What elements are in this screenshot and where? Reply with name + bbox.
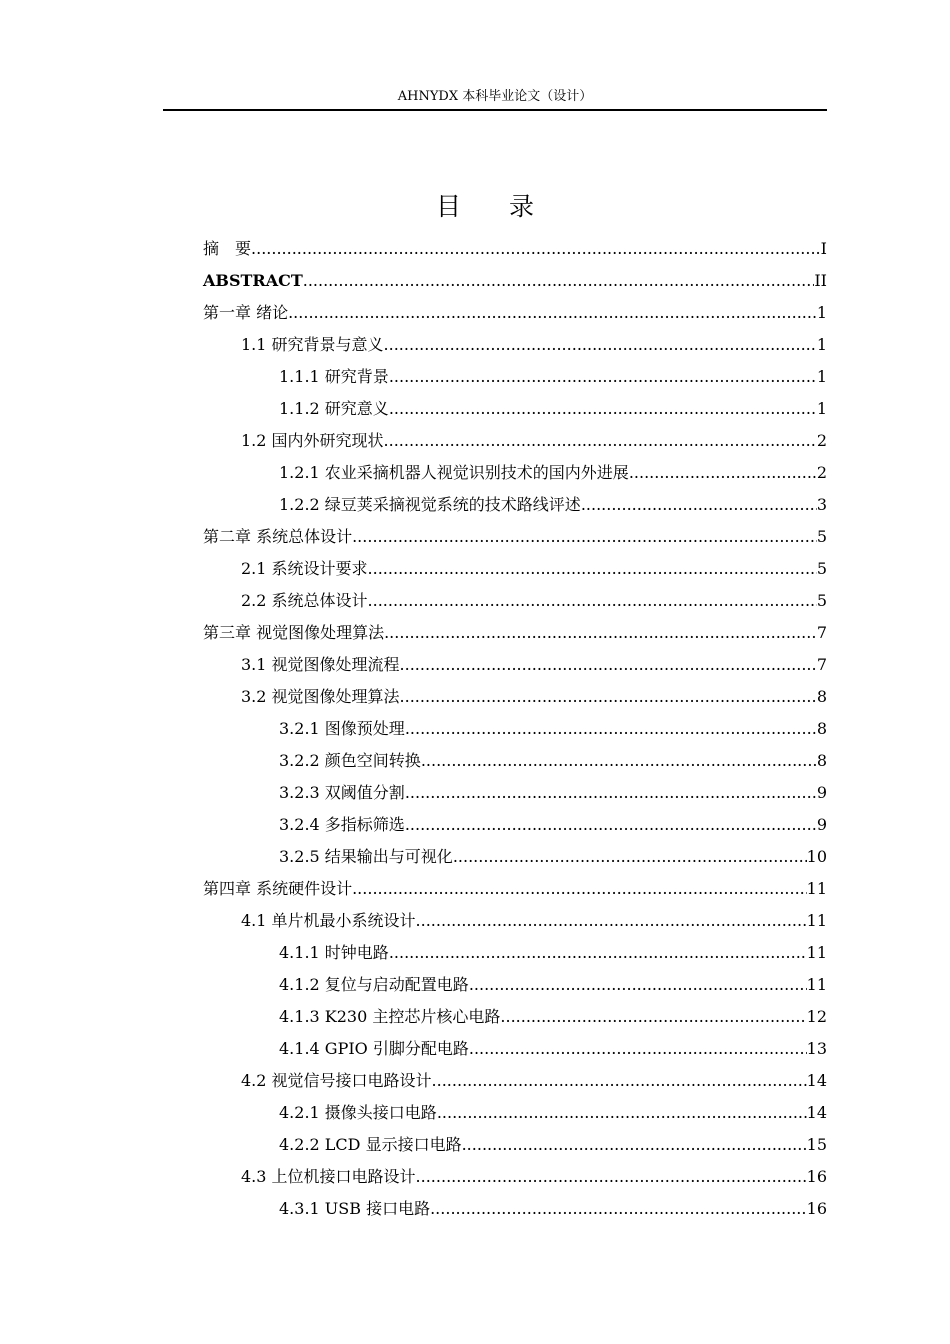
toc-entry-label: 4.3 上位机接口电路设计 [241,1167,416,1186]
toc-dot-leader [500,1001,806,1033]
toc-dot-leader [384,425,817,457]
toc-entry-page-number: 5 [816,591,827,610]
toc-dot-leader [405,777,817,809]
toc-entry[interactable] [203,233,827,265]
toc-entry-label: 1.2 国内外研究现状 [241,431,384,450]
toc-entry[interactable] [203,489,827,521]
toc-entry[interactable] [203,841,827,873]
toc-entry-label: 3.2.3 双阈值分割 [279,783,405,802]
toc-dot-leader [437,1097,807,1129]
toc-entry-page-number: 9 [816,815,827,834]
toc-entry-label: 3.2.5 结果输出与可视化 [279,847,453,866]
toc-dot-leader [251,233,821,265]
toc-entry[interactable] [203,521,827,553]
toc-entry-label: 1.1.1 研究背景 [279,367,389,386]
toc-entry[interactable] [203,1129,827,1161]
toc-entry-page-number: 16 [806,1199,827,1218]
toc-entry-page-number: 11 [806,943,827,962]
toc-entry[interactable] [203,745,827,777]
toc-entry-page-number: 1 [816,399,827,418]
toc-entry-page-number: 14 [806,1103,827,1122]
toc-entry[interactable] [203,457,827,489]
toc-entry-page-number: 1 [816,303,827,322]
toc-dot-leader [389,937,807,969]
toc-entry[interactable] [203,649,827,681]
toc-entry-page-number: 8 [816,687,827,706]
toc-entry-label: ABSTRACT [203,271,303,290]
toc-entry-label: 3.2.4 多指标筛选 [279,815,405,834]
toc-entry-page-number: 13 [806,1039,827,1058]
toc-entry-page-number: 11 [806,975,827,994]
toc-entry[interactable] [203,393,827,425]
toc-dot-leader [368,585,817,617]
toc-dot-leader [352,521,817,553]
toc-entry[interactable] [203,905,827,937]
toc-entry[interactable] [203,1097,827,1129]
toc-entry-page-number: 7 [816,623,827,642]
toc-dot-leader [303,265,815,297]
toc-entry[interactable] [203,1193,827,1225]
toc-entry[interactable] [203,1065,827,1097]
page-header: AHNYDX 本科毕业论文（设计） [397,89,593,104]
toc-entry-label: 2.1 系统设计要求 [241,559,368,578]
toc-entry[interactable] [203,681,827,713]
toc-dot-leader [400,681,817,713]
toc-entry[interactable] [203,809,827,841]
toc-entry-label: 3.2.1 图像预处理 [279,719,405,738]
toc-dot-leader [405,809,817,841]
toc-entry-label: 摘 要 [203,239,252,258]
toc-entry-page-number: 3 [816,495,827,514]
toc-entry-label: 4.1.4 GPIO 引脚分配电路 [279,1039,469,1058]
toc-dot-leader [581,489,817,521]
toc-dot-leader [405,713,817,745]
toc-entry-page-number: 15 [806,1135,827,1154]
toc-entry-page-number: 14 [806,1071,827,1090]
toc-dot-leader [400,649,817,681]
toc-dot-leader [416,1161,807,1193]
toc-entry-page-number: I [820,239,827,258]
toc-entry-label: 第二章 系统总体设计 [203,527,353,546]
toc-dot-leader [352,873,807,905]
toc-dot-leader [384,329,817,361]
toc-entry-page-number: 7 [816,655,827,674]
toc-dot-leader [453,841,807,873]
toc-entry-page-number: II [814,271,827,290]
header-divider [163,109,827,111]
toc-entry-label: 4.1.3 K230 主控芯片核心电路 [279,1007,501,1026]
toc-entry-page-number: 5 [816,527,827,546]
toc-entry[interactable] [203,1001,827,1033]
toc-entry-page-number: 2 [816,431,827,450]
toc-entry-label: 4.1 单片机最小系统设计 [241,911,416,930]
toc-entry[interactable] [203,873,827,905]
toc-entry[interactable] [203,425,827,457]
toc-dot-leader [368,553,817,585]
toc-entry-page-number: 1 [816,367,827,386]
toc-entry-label: 4.1.2 复位与启动配置电路 [279,975,469,994]
toc-entry[interactable] [203,1161,827,1193]
toc-entry-page-number: 16 [806,1167,827,1186]
toc-entry-page-number: 11 [806,911,827,930]
toc-entry[interactable] [203,777,827,809]
toc-entry-label: 第四章 系统硬件设计 [203,879,353,898]
toc-entry-page-number: 8 [816,719,827,738]
toc-entry[interactable] [203,361,827,393]
toc-entry-page-number: 10 [806,847,827,866]
toc-dot-leader [432,1065,807,1097]
toc-entry-page-number: 11 [806,879,827,898]
table-of-contents [203,233,827,1225]
toc-entry[interactable] [203,713,827,745]
toc-entry[interactable] [203,265,827,297]
toc-dot-leader [421,745,817,777]
toc-entry-page-number: 12 [806,1007,827,1026]
toc-entry-label: 1.1.2 研究意义 [279,399,389,418]
toc-entry-page-number: 8 [816,751,827,770]
toc-dot-leader [384,617,817,649]
toc-dot-leader [462,1129,807,1161]
toc-title: 目 录 [436,192,554,221]
toc-entry-page-number: 1 [816,335,827,354]
toc-entry-page-number: 2 [816,463,827,482]
toc-entry-label: 4.2.2 LCD 显示接口电路 [279,1135,462,1154]
toc-entry-label: 第三章 视觉图像处理算法 [203,623,385,642]
toc-dot-leader [389,361,817,393]
toc-entry-page-number: 9 [816,783,827,802]
toc-entry-label: 4.3.1 USB 接口电路 [279,1199,431,1218]
toc-entry[interactable] [203,969,827,1001]
toc-entry[interactable] [203,1033,827,1065]
toc-entry-label: 3.2 视觉图像处理算法 [241,687,400,706]
toc-entry-page-number: 5 [816,559,827,578]
toc-entry[interactable] [203,585,827,617]
toc-entry-label: 第一章 绪论 [203,303,289,322]
toc-dot-leader [389,393,817,425]
toc-dot-leader [288,297,817,329]
toc-entry-label: 1.2.2 绿豆荚采摘视觉系统的技术路线评述 [279,495,581,514]
toc-entry-label: 4.2 视觉信号接口电路设计 [241,1071,432,1090]
toc-dot-leader [416,905,807,937]
toc-entry[interactable] [203,329,827,361]
toc-entry[interactable] [203,297,827,329]
toc-entry-label: 4.1.1 时钟电路 [279,943,389,962]
toc-entry[interactable] [203,617,827,649]
toc-entry[interactable] [203,553,827,585]
toc-dot-leader [629,457,817,489]
toc-entry-label: 3.1 视觉图像处理流程 [241,655,400,674]
toc-entry[interactable] [203,937,827,969]
toc-dot-leader [469,1033,807,1065]
toc-entry-label: 1.1 研究背景与意义 [241,335,384,354]
toc-entry-label: 4.2.1 摄像头接口电路 [279,1103,437,1122]
toc-entry-label: 3.2.2 颜色空间转换 [279,751,421,770]
toc-dot-leader [430,1193,807,1225]
toc-dot-leader [469,969,807,1001]
toc-entry-label: 2.2 系统总体设计 [241,591,368,610]
toc-entry-label: 1.2.1 农业采摘机器人视觉识别技术的国内外进展 [279,463,629,482]
